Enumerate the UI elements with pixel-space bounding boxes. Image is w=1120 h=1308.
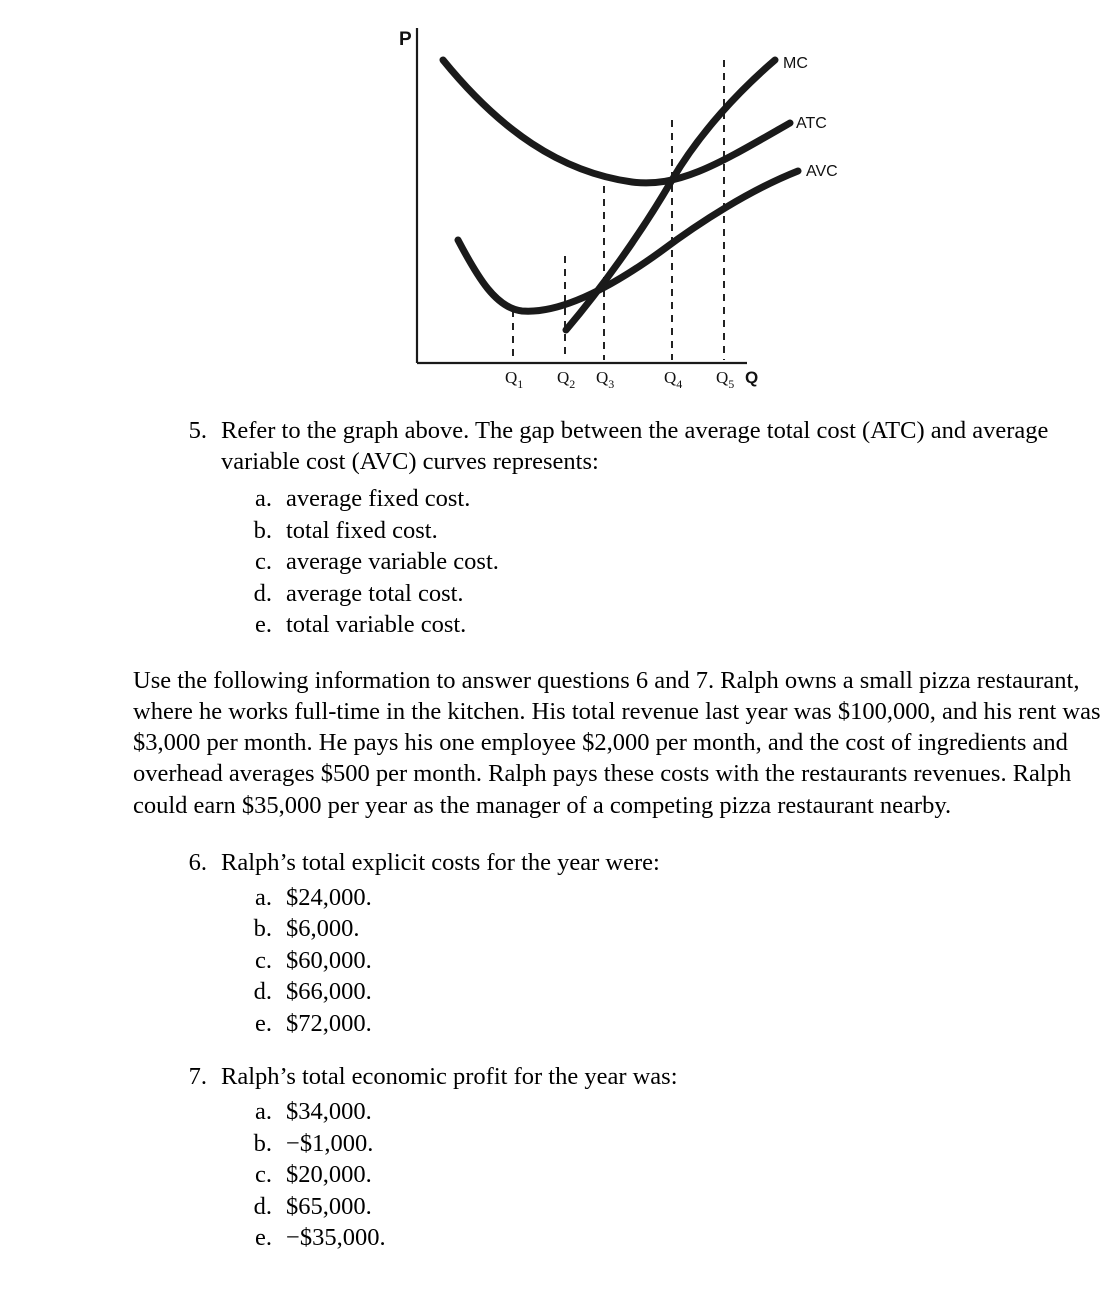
x-axis-label: Q (745, 368, 759, 387)
option-letter: a. (255, 485, 272, 512)
option-letter: d. (253, 579, 272, 607)
option-row[interactable] (0, 882, 1120, 914)
avc-curve (458, 171, 798, 311)
option-letter: d. (253, 978, 272, 1006)
svg-text:Q4 (664, 368, 682, 391)
tick-label-q3-base: Q (596, 368, 609, 387)
option-text: total variable cost. (286, 611, 467, 638)
tick-label-q1-sub: 1 (517, 377, 524, 391)
tick-label-q1-base: Q (505, 368, 518, 387)
option-row[interactable] (0, 609, 1120, 641)
option-letter: a. (255, 1098, 272, 1126)
option-letter: e. (255, 1009, 272, 1037)
question-5-number: 5. (188, 417, 207, 444)
passage-text: Use the following information to answer questions 6 and 7. Ralph owns a small pizza restaurant, where he works full-time in the kitchen. His total revenue last year was $100,000, and his rent was $3,000 per month. He pays his one employee $2,000 per month, and the cost of ingredients and overhead averages $500 per month. Ralph pays these costs with the restaurants revenues. Ralph could earn $35,000 per year as the manager of a competing pizza restaurant nearby. (133, 666, 1101, 819)
avc-label: AVC (806, 163, 838, 180)
cost-curves-figure (0, 0, 1120, 400)
option-text: −$35,000. (286, 1224, 386, 1252)
option-row[interactable] (0, 1159, 1120, 1191)
option-text: total fixed cost. (286, 516, 438, 544)
option-row[interactable] (0, 546, 1120, 578)
option-row[interactable] (0, 578, 1120, 610)
option-row[interactable] (0, 1008, 1120, 1040)
option-letter: e. (255, 611, 272, 638)
question-6-options (0, 878, 1120, 1040)
option-row[interactable] (0, 1191, 1120, 1223)
tick-label-q2-base: Q (557, 368, 570, 387)
question-7-heading (0, 1061, 1120, 1092)
svg-text:Q1 (505, 368, 523, 391)
atc-curve (443, 60, 790, 183)
option-letter: d. (253, 1192, 272, 1220)
tick-label-q3-sub: 3 (608, 377, 615, 391)
option-text: average total cost. (286, 579, 464, 607)
option-row[interactable] (0, 976, 1120, 1008)
tick-label-q2-sub: 2 (569, 377, 576, 391)
question-5 (0, 400, 1120, 641)
question-5-heading (0, 415, 1120, 477)
option-letter: c. (255, 548, 272, 575)
svg-text:Q2 (557, 368, 575, 391)
tick-label-q4-sub: 4 (676, 377, 683, 391)
option-row[interactable] (0, 1128, 1120, 1160)
option-letter: b. (253, 915, 272, 943)
option-text: $20,000. (286, 1161, 372, 1189)
svg-text:Q5 (716, 368, 734, 391)
option-row[interactable] (0, 945, 1120, 977)
question-6-heading (0, 847, 1120, 878)
question-6-stem: Ralph’s total explicit costs for the year were: (221, 848, 660, 876)
option-letter: b. (253, 516, 272, 544)
mc-label: MC (783, 55, 808, 72)
question-6 (0, 821, 1120, 1040)
y-axis-label: P (399, 29, 412, 50)
tick-label-q5-base: Q (716, 368, 729, 387)
option-letter: b. (253, 1129, 272, 1157)
option-letter: a. (255, 883, 272, 911)
option-letter: c. (255, 946, 272, 974)
tick-label-q5-sub: 5 (728, 377, 735, 391)
option-text: $60,000. (286, 946, 372, 974)
option-text: average variable cost. (286, 548, 499, 575)
question-7-stem: Ralph’s total economic profit for the year was: (221, 1063, 678, 1091)
question-7-options (0, 1092, 1120, 1254)
option-text: $6,000. (286, 915, 360, 943)
question-5-stem: Refer to the graph above. The gap between the average total cost (ATC) and average variable cost (AVC) curves represents: (221, 417, 1049, 475)
option-text: $24,000. (286, 883, 372, 911)
option-text: $72,000. (286, 1009, 372, 1037)
tick-label-q4-base: Q (664, 368, 677, 387)
option-text: $66,000. (286, 978, 372, 1006)
option-text: average fixed cost. (286, 485, 471, 512)
question-5-options (0, 477, 1120, 641)
option-letter: e. (255, 1224, 272, 1252)
option-text: $34,000. (286, 1098, 372, 1126)
option-text: $65,000. (286, 1192, 372, 1220)
option-text: −$1,000. (286, 1129, 374, 1157)
question-6-number: 6. (188, 848, 207, 876)
question-7-number: 7. (188, 1063, 207, 1091)
svg-text:Q3 (596, 368, 614, 391)
option-row[interactable] (0, 1096, 1120, 1128)
atc-label: ATC (796, 115, 827, 132)
option-row[interactable] (0, 1222, 1120, 1254)
option-row[interactable] (0, 913, 1120, 945)
option-row[interactable] (0, 483, 1120, 515)
question-content (0, 400, 1120, 1254)
question-7 (0, 1039, 1120, 1254)
option-letter: c. (255, 1161, 272, 1189)
option-row[interactable] (0, 515, 1120, 547)
x-tick-labels (505, 368, 734, 391)
